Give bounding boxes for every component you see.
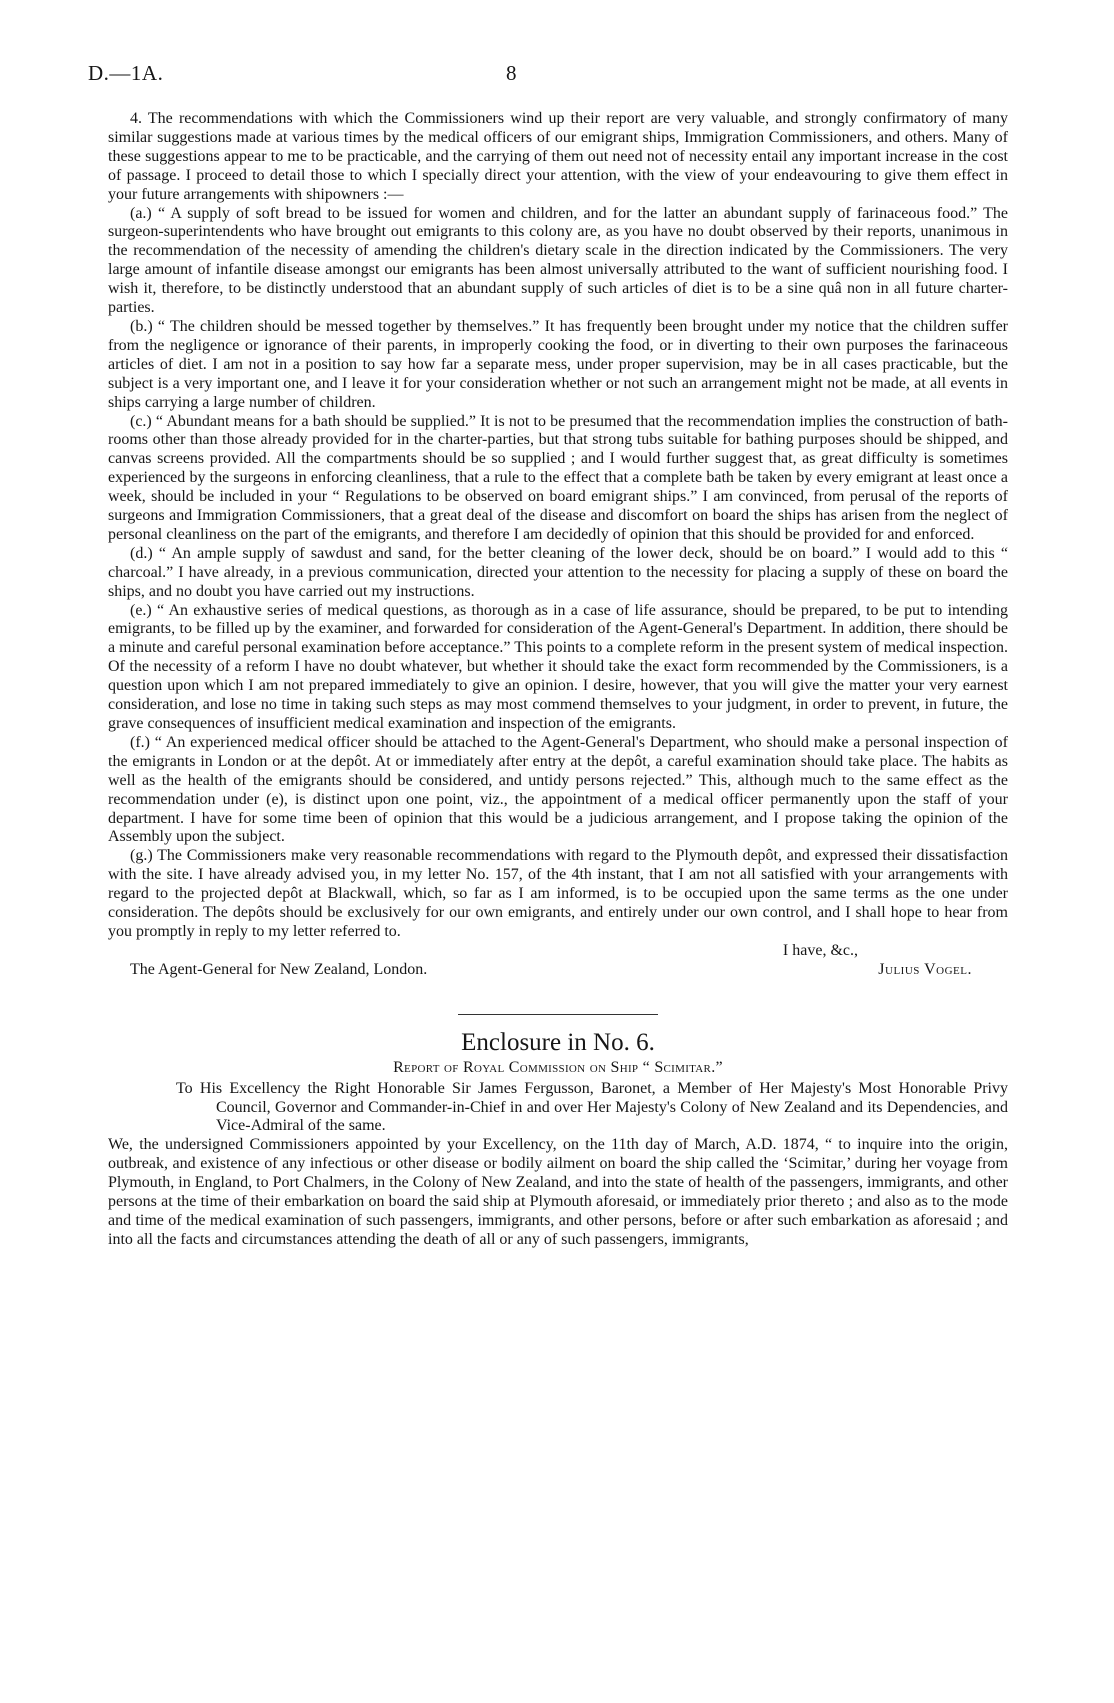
recommendation-g: (g.) The Commissioners make very reasonable recommendations with regard to the Plymouth depôt, and expressed their dissatisfaction with the site. I have already advised you, in my letter No. 157, of the 4th instant, that I am not all satisfied with your arrangements with regard to the projected depôt at Blackwall, which, so far as I am informed, is to be occupied upon the same terms as the one under consideration. The depôts should be exclusively for our own emigrants, and entirely under our own control, and I shall hope to hear from you promptly in reply to my letter referred to. (108, 847, 1008, 940)
recommendation-b: (b.) “ The children should be messed together by themselves.” It has frequently been brought under my notice that the children suffer from the negligence or ignorance of their parents, in improperly cooking the food, or in diverting to their own purposes the farinaceous articles of diet. I am not in a position to say how far a separate mess, under proper supervision, may be in all cases practicable, but the subject is a very important one, and I leave it for your consideration whether or not such an arrangement might not be made, at all events in ships carrying a large number of children. (108, 317, 1008, 411)
enclosure-title: Enclosure in No. 6. (461, 1028, 655, 1056)
addressee: The Agent-General for New Zealand, London. (130, 960, 428, 978)
paragraph-4: 4. The recommendations with which the Commissioners wind up their report are very valuable, and strongly confirmatory of many similar suggestions made at various times by the medical officers of our emigrant ships, Immigration Commissioners, and others. Many of these suggestions appear to me to be practicable, and the carrying of them out need not of necessity entail any important increase in the cost of passage. I proceed to detail those to which I specially direct your attention, with the view of your endeavouring to give them effect in your future arrangements with shipowners :— (108, 110, 1008, 203)
recommendation-d: (d.) “ An ample supply of sawdust and sand, for the better cleaning of the lower deck, should be on board.” I would add to this “ charcoal.” I have already, in a previous communication, directed your attention to the necessity for placing a supply of these on board the ships, and no doubt you have carried out my instructions. (108, 544, 1008, 600)
recommendation-c: (c.) “ Abundant means for a bath should be supplied.” It is not to be presumed that the recommendation implies the construction of bath-rooms other than those already provided for in the charter-parties, but that strong tubs suitable for bathing purposes should be shipped, and canvas screens provided. All the compartments should be so supplied ; and I would further suggest that, as great difficulty is sometimes experienced by the surgeons in enforcing cleanliness, that a rule to the effect that a complete bath be taken by every emigrant at least once a week, should be included in your “ Regulations to be observed on board emigrant ships.” I am convinced, from perusal of the reports of surgeons and Immigration Commissioners, that a great deal of the disease and discomfort on board the ships has arisen from the neglect of personal cleanliness on the part of the emigrants, and therefore I am decidedly of opinion that this should be provided for and enforced. (108, 412, 1008, 543)
page-number: 8 (506, 61, 517, 85)
recommendation-a: (a.) “ A supply of soft bread to be issued for women and children, and for the latter an abundant supply of farinaceous food.” The surgeon-superintendents who have brought out emigrants to this colony are, as you have no doubt observed by their reports, unanimous in the recommendation of the necessity of amending the children's dietary scale in the direction indicated by the Commissioners. The very large amount of infantile disease amongst our emigrants has been almost universally attributed to the want of sufficient nourishing food. I wish it, therefore, to be distinctly understood that an abundant supply of such articles of diet is to be a sine quâ non in all future charter-parties. (108, 204, 1008, 317)
recommendation-e: (e.) “ An exhaustive series of medical questions, as thorough as in a case of life assurance, should be prepared, to be put to intending emigrants, to be filled up by the examiner, and forwarded for consideration of the Agent-General's Department. In addition, there should be a minute and careful personal examination before acceptance.” This points to a complete reform in the present system of medical inspection. Of the necessity of a reform I have no doubt whatever, but whether it should take the exact form recommended by the Commissioners, is a question upon which I am not prepared immediately to give an opinion. I desire, however, that you will give the matter your very earnest consideration, and lose no time in taking such steps as may most commend themselves to your judgment, in order to prevent, in future, the grave consequences of insufficient medical examination and inspection of the emigrants. (108, 601, 1008, 732)
report-title: Report of Royal Commission on Ship “ Scimitar.” (393, 1058, 723, 1076)
page-header (88, 61, 1008, 92)
document-reference: D.—1A. (88, 61, 164, 85)
signature: Julius Vogel. (878, 960, 972, 978)
recommendation-f: (f.) “ An experienced medical officer should be attached to the Agent-General's Department, who should make a personal inspection of the emigrants in London or at the depôt. At or immediately after entry at the depôt, a careful examination should take place. The habits as well as the health of the emigrants should be considered, and untidy persons rejected.” This, although much to the same effect as the recommendation under (e), is distinct upon one point, viz., the appointment of a medical officer permanently upon the staff of your department. I have for some time been of opinion that this would be a judicious arrangement, and I propose taking the opinion of the Assembly upon the subject. (108, 733, 1008, 846)
signature-line (108, 961, 1008, 980)
closing-greeting: I have, &c., (782, 941, 858, 959)
section-divider (458, 1014, 658, 1015)
address-block: To His Excellency the Right Honorable Sir James Fergusson, Baronet, a Member of Her Majesty's Most Honorable Privy Council, Governor and Commander-in-Chief in and over Her Majesty's Colony of New Zealand and its Dependencies, and Vice-Admiral of the same. (176, 1079, 1008, 1135)
report-body: We, the undersigned Commissioners appointed by your Excellency, on the 11th day of March, A.D. 1874, “ to inquire into the origin, outbreak, and existence of any infectious or other disease or bodily ailment on board the ship called the ‘Scimitar,’ during her voyage from Plymouth, in England, to Port Chalmers, in the Colony of New Zealand, and into the state of health of the passengers, immigrants, and other persons at the time of their embarkation on board the said ship at Plymouth aforesaid, or immediately prior thereto ; and also as to the mode and time of the medical examination of such passengers, immigrants, and other persons, before or after such embarkation as aforesaid ; and into all the facts and circumstances attending the death of all or any of such passengers, immigrants, (108, 1136, 1008, 1248)
